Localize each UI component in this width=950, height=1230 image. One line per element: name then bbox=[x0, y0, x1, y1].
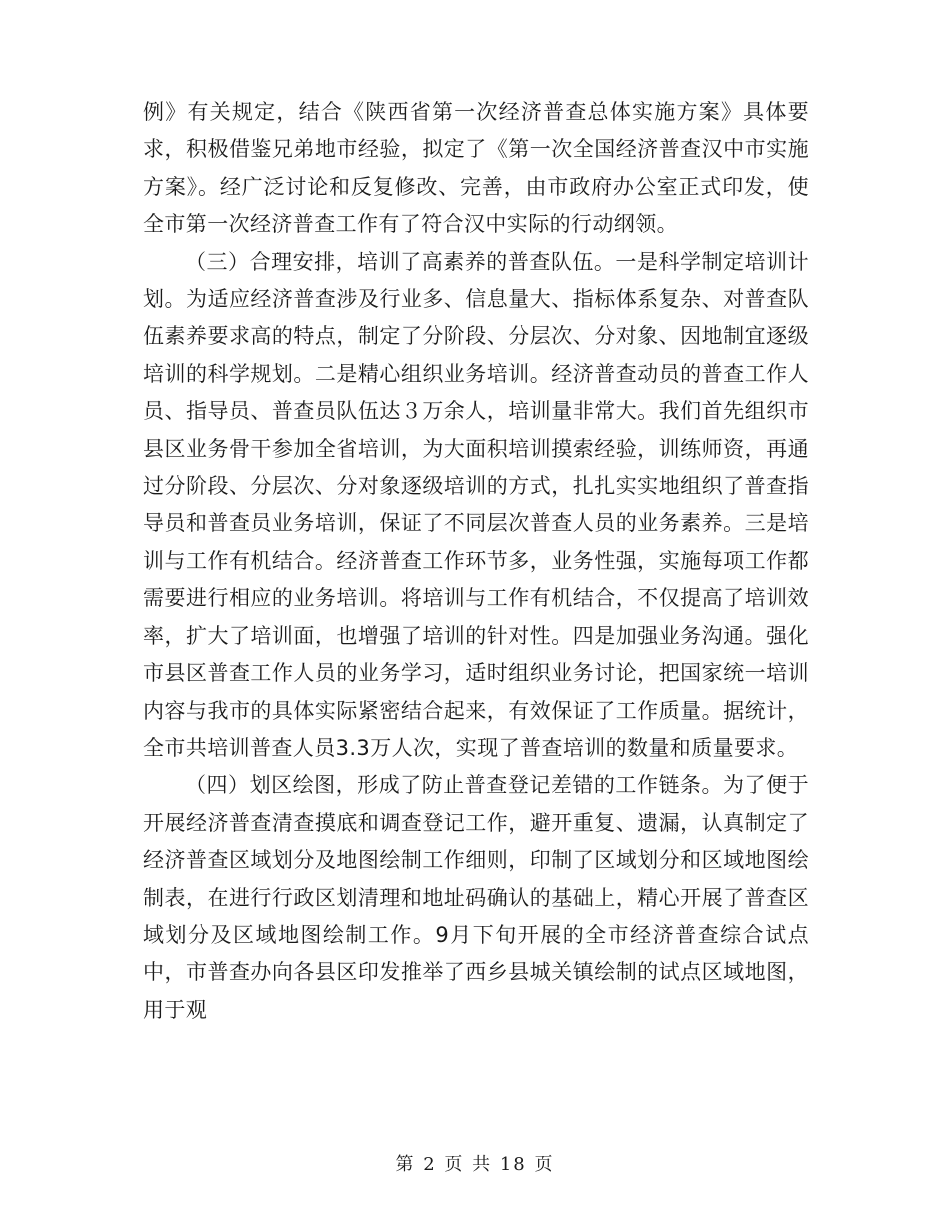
paragraph-mapping: （四）划区绘图，形成了防止普查登记差错的工作链条。为了便于开展经济普查清查摸底和调查登记工作，避开重复、遗漏，认真制定了经济普查区域划分及地图绘制工作细则，印制了区域划分和区域地图绘制表，在进行行政区划清理和地址码确认的基础上，精心开展了普查区域划分及区域地图绘制工作。9月下旬开展的全市经济普查综合试点中，市普查办向各县区印发推举了西乡县城关镇绘制的试点区域地图，用于观 bbox=[143, 773, 809, 1022]
page-footer: 第 2 页 共 18 页 bbox=[395, 1154, 555, 1175]
paragraph-continuation: 例》有关规定，结合《陕西省第一次经济普查总体实施方案》具体要求，积极借鉴兄弟地市经验，拟定了《第一次全国经济普查汉中市实施方案》。经广泛讨论和反复修改、完善，由市政府办公室正式印发，使全市第一次经济普查工作有了符合汉中实际的行动纲领。 bbox=[143, 100, 809, 237]
paragraph-training: （三）合理安排，培训了高素养的普查队伍。一是科学制定培训计划。为适应经济普查涉及行业多、信息量大、指标体系复杂、对普查队伍素养要求高的特点，制定了分阶段、分层次、分对象、因地制宜逐级培训的科学规划。二是精心组织业务培训。经济普查动员的普查工作人员、指导员、普查员队伍达３万余人，培训量非常大。我们首先组织市县区业务骨干参加全省培训，为大面积培训摸索经验，训练师资，再通过分阶段、分层次、分对象逐级培训的方式，扎扎实实地组织了普查指导员和普查员业务培训，保证了不同层次普查人员的业务素养。三是培训与工作有机结合。经济普查工作环节多，业务性强，实施每项工作都需要进行相应的业务培训。将培训与工作有机结合，不仅提高了培训效率，扩大了培训面，也增强了培训的针对性。四是加强业务沟通。强化市县区普查工作人员的业务学习，适时组织业务讨论，把国家统一培训内容与我市的具体实际紧密结合起来，有效保证了工作质量。据统计，全市共培训普查人员3.3万人次，实现了普查培训的数量和质量要求。 bbox=[143, 249, 809, 760]
document-body bbox=[143, 94, 809, 1029]
